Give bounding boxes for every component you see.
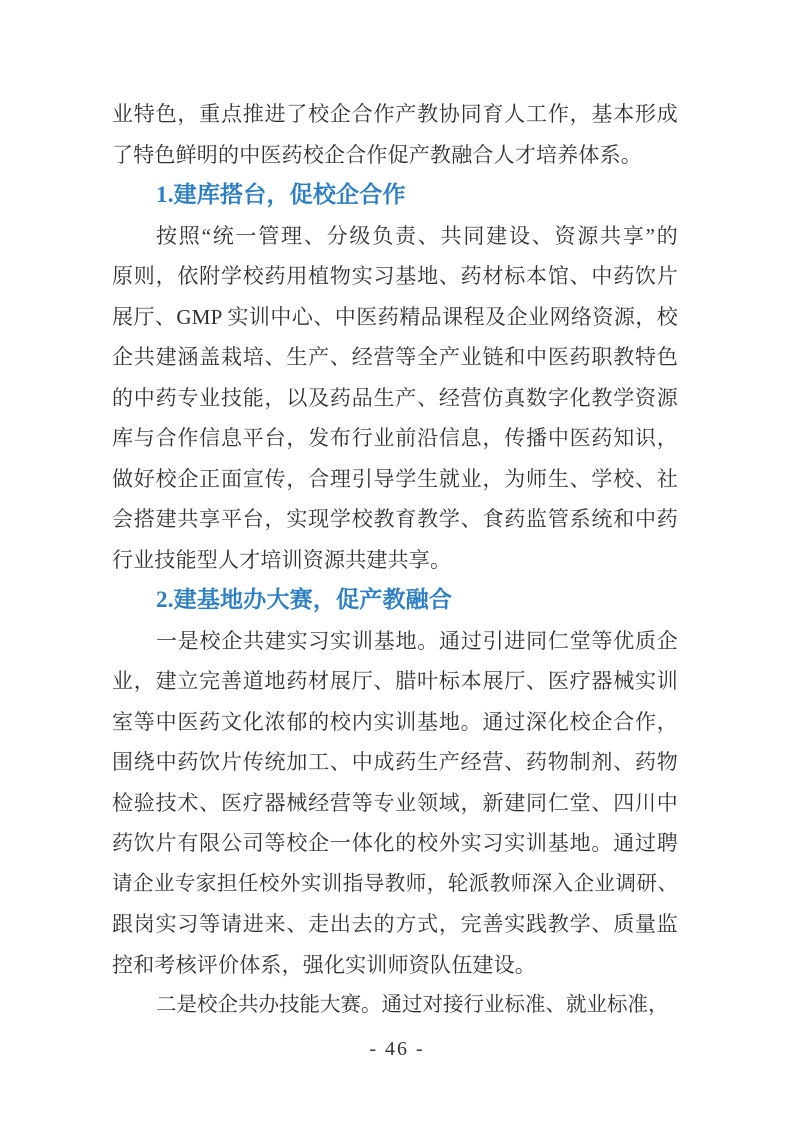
body-line: 了特色鲜明的中医药校企合作促产教融合人才培养体系。 — [112, 142, 642, 167]
page-number: - 46 - — [369, 1038, 425, 1060]
body-line: 原则，依附学校药用植物实习基地、药材标本馆、中药饮片 — [112, 264, 678, 288]
body-line: 控和考核评价体系，强化实训师资队伍建设。 — [112, 952, 536, 977]
body-line: 一是校企共建实习实训基地。通过引进同仁堂等优质企 — [156, 628, 678, 653]
body-line: 按照“统一管理、分级负责、共同建设、资源共享”的 — [156, 223, 678, 248]
section-heading-1: 1.建库搭台，促校企合作 — [156, 182, 406, 207]
body-line: 库与合作信息平台，发布行业前沿信息，传播中医药知识， — [112, 426, 678, 450]
body-line: 请企业专家担任校外实训指导教师，轮派教师深入企业调研、 — [112, 872, 678, 895]
body-line: 展厅、GMP 实训中心、中医药精品课程及企业网络资源，校 — [112, 304, 678, 329]
body-line: 业特色，重点推进了校企合作产教协同育人工作，基本形成 — [112, 102, 678, 126]
body-line: 做好校企正面宣传，合理引导学生就业，为师生、学校、社 — [112, 466, 678, 491]
body-line: 会搭建共享平台，实现学校教育教学、食药监管系统和中药 — [112, 507, 678, 531]
section-heading-2: 2.建基地办大赛，促产教融合 — [156, 587, 453, 612]
body-line: 围绕中药饮片传统加工、中成药生产经营、药物制剂、药物 — [112, 750, 678, 774]
body-line: 药饮片有限公司等校企一体化的校外实习实训基地。通过聘 — [112, 831, 678, 855]
body-line: 跟岗实习等请进来、走出去的方式，完善实践教学、质量监 — [112, 912, 678, 936]
body-line: 二是校企共办技能大赛。通过对接行业标准、就业标准， — [156, 994, 669, 1016]
body-line: 检验技术、医疗器械经营等专业领域，新建同仁堂、四川中 — [112, 790, 678, 815]
text-column — [112, 94, 678, 1026]
body-line: 的中药专业技能，以及药品生产、经营仿真数字化教学资源 — [112, 385, 678, 410]
body-line: 室等中医药文化浓郁的校内实训基地。通过深化校企合作， — [112, 709, 678, 734]
body-line: 企共建涵盖栽培、生产、经营等全产业链和中医药职教特色 — [112, 345, 678, 369]
body-line: 业，建立完善道地药材展厅、腊叶标本展厅、医疗器械实训 — [112, 669, 678, 693]
body-line: 行业技能型人才培训资源共建共享。 — [112, 547, 452, 572]
